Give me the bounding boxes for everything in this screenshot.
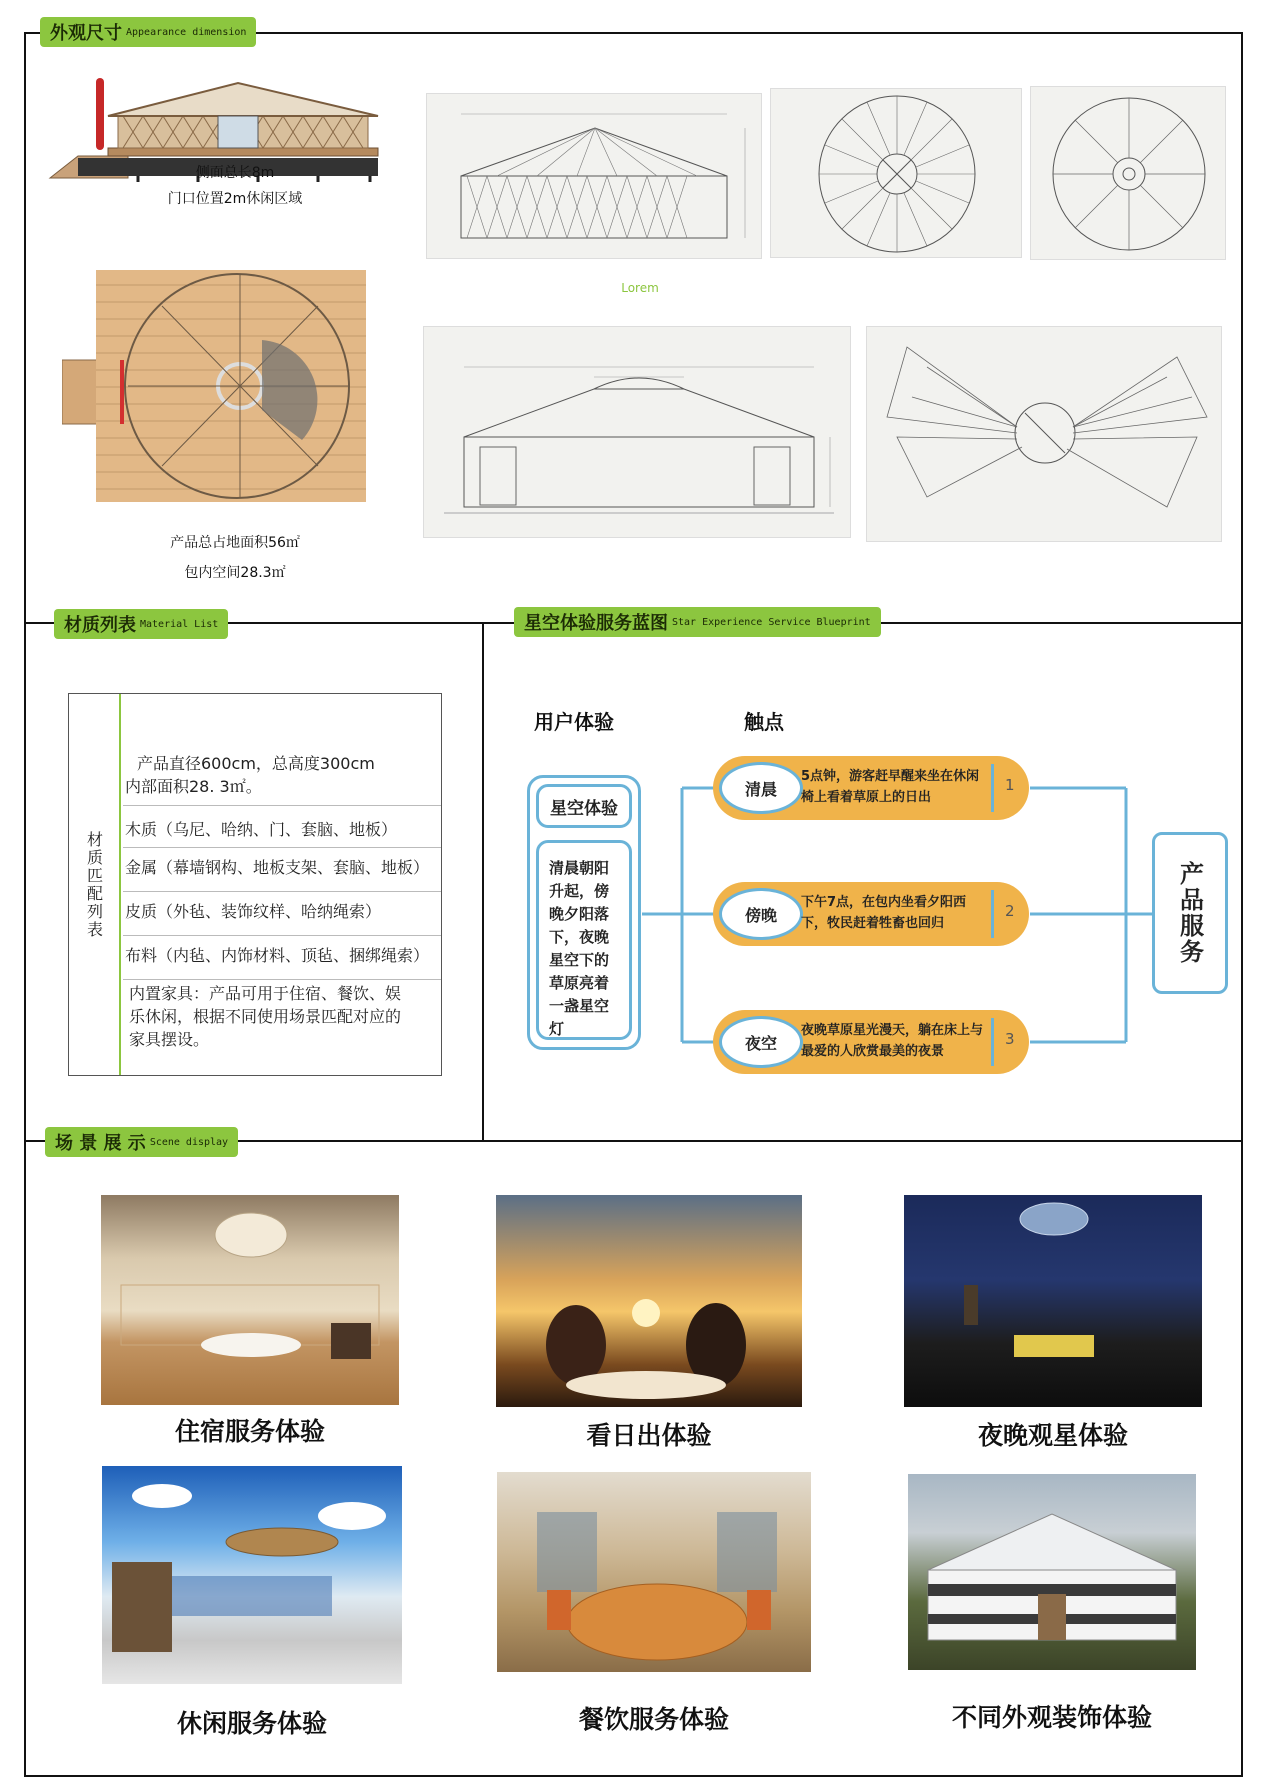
touchpoint-label: 夜空 xyxy=(719,1016,803,1068)
touchpoint-text: 夜晚草原星光漫天，躺在床上与最爱的人欣赏最美的夜景 xyxy=(801,1023,984,1059)
touchpoint-evening xyxy=(713,882,1029,946)
material-row-wood xyxy=(123,812,441,848)
touchpoint-number: 2 xyxy=(1005,902,1015,920)
material-row-text: 家具摆设。 xyxy=(129,1030,210,1049)
touchpoint-label: 清晨 xyxy=(719,762,803,814)
front-elevation-drawing xyxy=(426,93,762,259)
side-caption-door: 门口位置2m休闲区域 xyxy=(167,191,303,207)
plan-caption-total-area: 产品总占地面积56㎡ xyxy=(170,535,300,551)
section-title: 场 景 展 示 xyxy=(55,1133,146,1154)
section-subtitle: Star Experience Service Blueprint xyxy=(672,616,871,628)
scene-caption: 住宿服务体验 xyxy=(174,1417,325,1446)
material-row-text: 布料（内毡、内饰材料、顶毡、捆绑绳索） xyxy=(125,946,430,965)
product-service-box xyxy=(1152,832,1228,994)
floor-plan-image xyxy=(62,270,366,502)
plan-caption-inner-area: 包内空间28.3㎡ xyxy=(184,565,286,581)
touchpoint-number: 3 xyxy=(1005,1030,1015,1048)
scene-photo-dining xyxy=(497,1472,811,1672)
scene-caption: 餐饮服务体验 xyxy=(578,1705,729,1734)
side-caption-length: 侧面总长8m xyxy=(195,165,275,181)
scene-photo-stargazing xyxy=(904,1195,1202,1407)
side-label-text: 材质匹配列表 xyxy=(84,830,104,939)
material-row-text: 木质（乌尼、哈纳、门、套脑、地板） xyxy=(125,820,398,839)
section-title: 外观尺寸 xyxy=(50,23,122,44)
experience-card xyxy=(527,775,641,1050)
material-table-side-label xyxy=(69,694,121,1075)
material-row-fabric xyxy=(123,936,441,980)
divider-vertical xyxy=(482,622,484,1140)
material-row-text: 金属（幕墙钢构、地板支架、套脑、地板） xyxy=(125,858,430,877)
product-service-label: 产品服务 xyxy=(1175,861,1204,965)
touchpoint-divider xyxy=(991,890,994,938)
material-row-text: 乐休闲，根据不同使用场景匹配对应的 xyxy=(129,1007,402,1026)
section-tag-scene xyxy=(45,1127,238,1157)
section-tag-material xyxy=(54,609,228,639)
section-subtitle: Material List xyxy=(140,618,219,630)
section-title: 材质列表 xyxy=(64,615,136,636)
material-row-text: 产品直径600cm，总高度300cm xyxy=(137,754,375,773)
section-drawing xyxy=(423,326,851,538)
scene-photo-lodging xyxy=(101,1195,399,1405)
touchpoint-text: 下午7点，在包内坐看夕阳西下，牧民赶着牲畜也回归 xyxy=(801,895,967,931)
scene-photo-decoration xyxy=(908,1474,1196,1670)
material-row-metal xyxy=(123,848,441,892)
scene-photo-leisure xyxy=(102,1466,402,1684)
section-tag-blueprint xyxy=(514,607,881,637)
scene-caption: 不同外观装饰体验 xyxy=(951,1703,1152,1732)
section-tag-appearance xyxy=(40,17,256,47)
section-title: 星空体验服务蓝图 xyxy=(524,613,668,634)
touchpoint-text: 5点钟，游客赶早醒来坐在休闲椅上看着草原上的日出 xyxy=(801,769,980,805)
scene-photo-sunrise xyxy=(496,1195,802,1407)
experience-title: 星空体验 xyxy=(536,784,632,828)
touchpoint-label: 傍晚 xyxy=(719,888,803,940)
experience-description: 清晨朝阳升起，傍晚夕阳落下，夜晚星空下的草原亮着一盏星空灯 xyxy=(536,840,632,1040)
touchpoint-morning xyxy=(713,756,1029,820)
roof-plan-drawing-1 xyxy=(770,88,1022,258)
material-row-size xyxy=(123,752,441,806)
material-row-leather xyxy=(123,892,441,936)
scene-caption: 夜晚观星体验 xyxy=(977,1421,1128,1450)
material-row-text: 皮质（外毡、装饰纹样、哈纳绳索） xyxy=(125,902,382,921)
material-table xyxy=(68,693,442,1076)
touchpoint-divider xyxy=(991,764,994,812)
material-row-furniture xyxy=(123,982,441,1068)
material-row-text: 内部面积28. 3㎡。 xyxy=(125,777,262,796)
touchpoint-night xyxy=(713,1010,1029,1074)
material-row-text: 内置家具：产品可用于住宿、餐饮、娱 xyxy=(129,984,402,1003)
scene-caption: 看日出体验 xyxy=(586,1421,712,1450)
header-touchpoint: 触点 xyxy=(744,710,784,734)
roof-plan-drawing-2 xyxy=(1030,86,1226,260)
touchpoint-number: 1 xyxy=(1005,776,1015,794)
section-subtitle: Appearance dimension xyxy=(126,26,247,38)
lorem-label: Lorem xyxy=(621,281,659,295)
section-subtitle: Scene display xyxy=(149,1136,229,1148)
header-user-experience: 用户体验 xyxy=(534,710,614,734)
scene-caption: 休闲服务体验 xyxy=(176,1709,327,1738)
rafter-plan-drawing xyxy=(866,326,1222,542)
touchpoint-divider xyxy=(991,1018,994,1066)
